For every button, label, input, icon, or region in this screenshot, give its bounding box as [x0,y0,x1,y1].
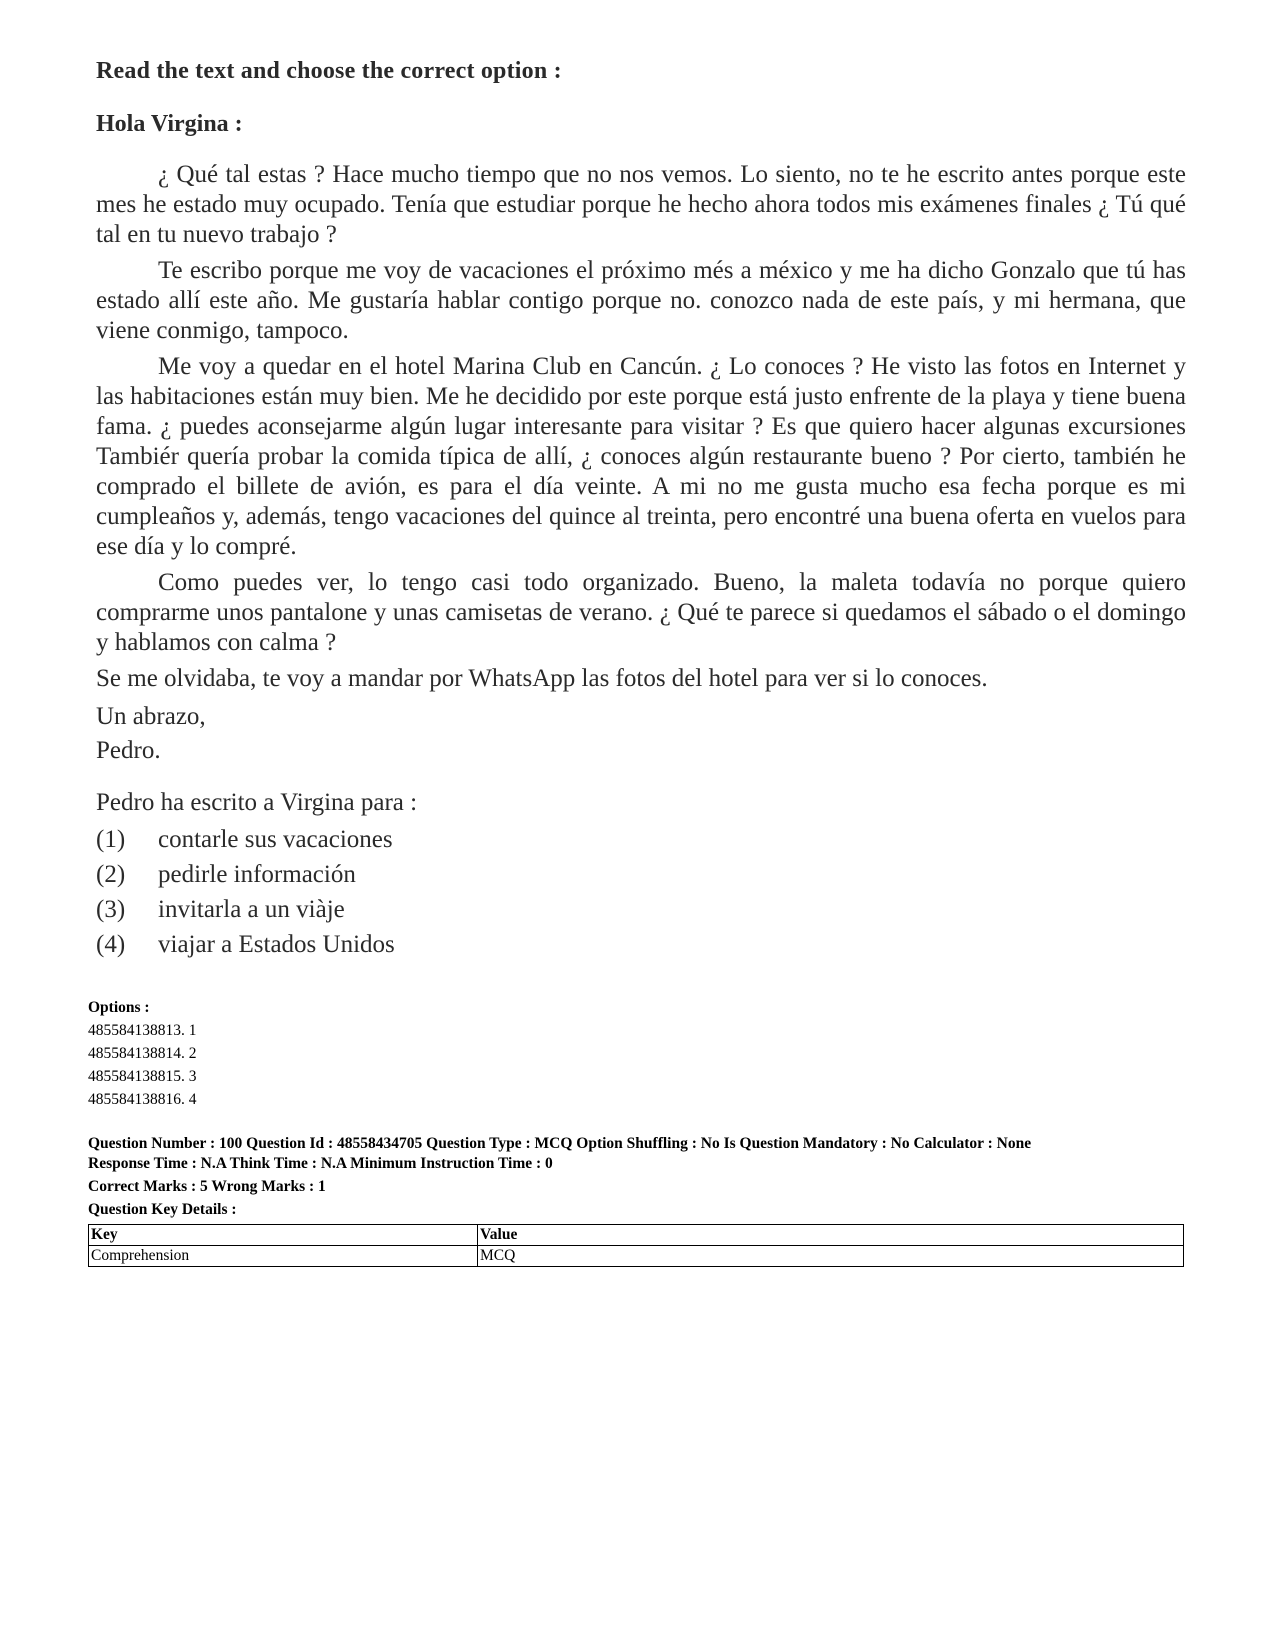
options-label: Options : [88,999,150,1016]
letter-paragraph: Se me olvidaba, te voy a mandar por WhatsApp las fotos del hotel para ver si lo conoces. [96,665,988,692]
choice-list [96,822,1186,962]
key-details-label: Question Key Details : [88,1201,237,1218]
letter-paragraph: ¿ Qué tal estas ? Hace mucho tiempo que no nos vemos. Lo siento, no te he escrito antes porque este mes he estado muy ocupado. Tenía que estudiar porque he hecho ahora todos mis exámenes finales ¿ Tú qué tal en tu nuevo trabajo ? [96,161,1186,248]
option-id-line: 485584138816. 4 [88,1091,197,1108]
choice-number: (2) [96,861,126,888]
choice-item [96,857,1186,892]
choice-number: (4) [96,931,126,958]
table-header-key: Key [89,1225,478,1246]
question-meta [88,996,1188,1267]
key-details-table [88,1224,1184,1267]
table-row [89,1246,1184,1267]
option-id-line: 485584138813. 1 [88,1022,197,1039]
choice-text: invitarla a un viàje [158,896,345,923]
choice-number: (3) [96,896,126,923]
table-cell-value: MCQ [478,1246,1184,1267]
option-id-line: 485584138814. 2 [88,1045,197,1062]
table-cell-key: Comprehension [89,1246,478,1267]
letter-signature: Pedro. [96,737,161,764]
choice-text: pedirle información [158,861,356,888]
choice-item [96,892,1186,927]
instruction-heading: Read the text and choose the correct option : [96,58,562,84]
letter-paragraph: Te escribo porque me voy de vacaciones el próximo més a méxico y me ha dicho Gonzalo que tú has estado allí este año. Me gustaría hablar contigo porque no. conozco nada de este país, y mi hermana, que viene conmigo, tampoco. [96,257,1186,344]
letter-body [96,160,1186,768]
letter-closing: Un abrazo, [96,703,206,730]
question-info-line: Question Number : 100 Question Id : 48558434705 Question Type : MCQ Option Shuffling : No Is Question Mandatory : No Calculator : None [88,1135,1032,1152]
letter-paragraph: Me voy a quedar en el hotel Marina Club en Cancún. ¿ Lo conoces ? He visto las fotos en Internet y las habitaciones están muy bien. Me he decidido por este porque está justo enfrente de la playa y tiene buena fama. ¿ puedes aconsejarme algún lugar interesante para visitar ? Es que quiero hacer algunas excursiones Tambiér quería probar la comida típica de allí, ¿ conoces algún restaurante bueno ? Por cierto, también he comprado el billete de avión, es para el día veinte. A mi no me gusta mucho esa fecha porque es mi cumpleaños y, además, tengo vacaciones del quince al treinta, pero encontré una buena oferta en vuelos para ese día y lo compré. [96,353,1186,560]
table-header-value: Value [478,1225,1184,1246]
question-info [88,1134,1188,1220]
question-scan [96,58,1186,962]
letter-greeting: Hola Virgina : [96,111,243,137]
question-info-line: Response Time : N.A Think Time : N.A Minimum Instruction Time : 0 [88,1155,553,1172]
question-stem: Pedro ha escrito a Virgina para : [96,789,418,816]
choice-text: viajar a Estados Unidos [158,931,395,958]
table-header-row [89,1225,1184,1246]
marks-line: Correct Marks : 5 Wrong Marks : 1 [88,1178,326,1195]
choice-item [96,822,1186,857]
choice-item [96,927,1186,962]
choice-text: contarle sus vacaciones [158,826,393,853]
choice-number: (1) [96,826,126,853]
option-id-line: 485584138815. 3 [88,1068,197,1085]
letter-paragraph: Como puedes ver, lo tengo casi todo organizado. Bueno, la maleta todavía no porque quiero comprarme unos pantalone y unas camisetas de verano. ¿ Qué te parece si quedamos el sábado o el domingo y hablamos con calma ? [96,569,1186,656]
